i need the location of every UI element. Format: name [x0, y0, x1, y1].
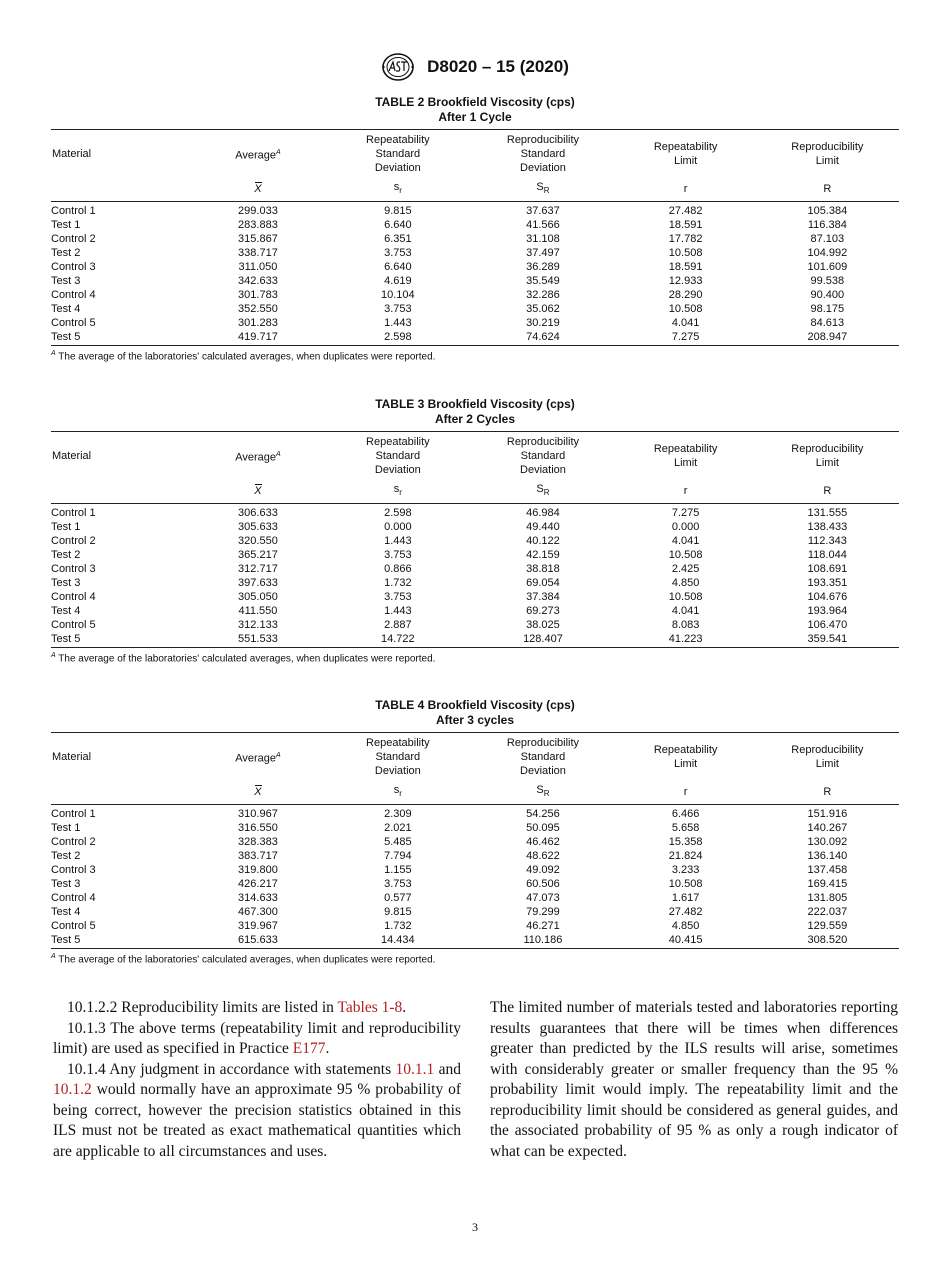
paragraph-10-1-2-2: 10.1.2.2 Reproducibility limits are listed in Tables 1-8. — [67, 999, 407, 1016]
value-cell: 131.805 — [807, 892, 848, 905]
value-cell: 131.555 — [807, 507, 848, 520]
col-header-material: Material — [51, 432, 191, 479]
value-cell: 110.186 — [470, 933, 615, 949]
table-row — [51, 288, 899, 302]
material-cell: Control 5 — [51, 619, 96, 632]
col-header-sr: Repeatability Standard Deviation — [325, 733, 470, 780]
value-cell: 74.624 — [470, 330, 615, 346]
col-header-r: Repeatability Limit — [616, 130, 756, 177]
table-row — [51, 504, 899, 521]
symbol-r: r — [616, 779, 756, 805]
symbol-R: R — [756, 176, 899, 202]
value-cell: 17.782 — [668, 233, 703, 246]
col-header-sr: Repeatability Standard Deviation — [325, 130, 470, 177]
col-header-r: Repeatability Limit — [616, 432, 756, 479]
value-cell: 112.343 — [807, 535, 847, 548]
table-row — [51, 877, 899, 891]
value-cell: 319.967 — [238, 920, 278, 933]
value-cell: 27.482 — [668, 906, 703, 919]
table-row — [51, 534, 899, 548]
symbol-sr: $s_r$ — [325, 779, 470, 805]
value-cell: 101.609 — [807, 261, 848, 274]
material-cell: Test 5 — [51, 632, 191, 648]
value-cell: 1.443 — [384, 605, 412, 618]
value-cell: 359.541 — [756, 632, 899, 648]
table-subtitle: After 2 Cycles — [434, 412, 516, 426]
col-header-sR: Reproducibility Standard Deviation — [470, 432, 615, 479]
col-header-average: Average$^A$ — [191, 733, 326, 780]
page-header — [0, 52, 950, 82]
material-cell: Control 2 — [51, 535, 96, 548]
value-cell: 7.794 — [384, 850, 412, 863]
value-cell: 2.021 — [384, 822, 412, 835]
value-cell: 4.041 — [671, 605, 700, 618]
symbol-xbar: X — [191, 478, 326, 504]
value-cell: 136.140 — [807, 850, 848, 863]
symbol-R: R — [756, 478, 899, 504]
value-cell: 38.025 — [526, 619, 560, 632]
value-cell: 2.309 — [384, 808, 412, 821]
symbol-sr: $s_r$ — [325, 478, 470, 504]
material-cell: Control 3 — [51, 864, 96, 877]
value-cell: 98.175 — [810, 303, 845, 316]
data-table — [51, 431, 899, 648]
value-cell: 79.299 — [526, 906, 560, 919]
value-cell: 299.033 — [238, 205, 278, 218]
value-cell: 311.050 — [238, 261, 278, 274]
value-cell: 90.400 — [810, 289, 845, 302]
material-cell: Control 1 — [51, 808, 96, 821]
material-cell: Test 5 — [51, 933, 191, 949]
col-header-R: Reproducibility Limit — [756, 130, 899, 177]
value-cell: 38.818 — [526, 563, 560, 576]
table-title: TABLE 4 Brookfield Viscosity (cps) — [375, 698, 575, 712]
value-cell: 2.598 — [384, 507, 412, 520]
value-cell: 193.351 — [807, 577, 848, 590]
value-cell: 69.054 — [526, 577, 560, 590]
table-row — [51, 835, 899, 849]
document-id: D8020 – 15 (2020) — [427, 57, 569, 76]
material-cell: Control 4 — [51, 892, 96, 905]
value-cell: 46.984 — [526, 507, 560, 520]
material-cell: Test 1 — [51, 521, 81, 534]
col-header-sr: Repeatability Standard Deviation — [325, 432, 470, 479]
value-cell: 32.286 — [526, 289, 560, 302]
value-cell: 87.103 — [810, 233, 845, 246]
value-cell: 319.800 — [238, 864, 278, 877]
value-cell: 310.967 — [238, 808, 278, 821]
value-cell: 1.617 — [671, 892, 700, 905]
link-10-1-1[interactable]: 10.1.1 — [395, 1060, 435, 1078]
value-cell: 383.717 — [238, 850, 278, 863]
table-row — [51, 218, 899, 232]
table-row — [51, 576, 899, 590]
value-cell: 84.613 — [810, 317, 845, 330]
table-body — [51, 202, 899, 346]
col-header-average: Average$^A$ — [191, 432, 326, 479]
astm-logo-icon — [381, 52, 415, 82]
value-cell: 397.633 — [238, 577, 278, 590]
material-cell: Control 1 — [51, 507, 96, 520]
value-cell: 305.050 — [238, 591, 278, 604]
table-row — [51, 805, 899, 822]
value-cell: 306.633 — [238, 507, 278, 520]
value-cell: 99.538 — [810, 275, 845, 288]
table-row — [51, 246, 899, 260]
value-cell: 169.415 — [807, 878, 848, 891]
col-header-material: Material — [51, 733, 191, 780]
table-row — [51, 590, 899, 604]
value-cell: 2.598 — [325, 330, 470, 346]
value-cell: 1.732 — [384, 920, 412, 933]
material-cell: Test 4 — [51, 605, 81, 618]
value-cell: 46.462 — [526, 836, 560, 849]
value-cell: 193.964 — [807, 605, 848, 618]
value-cell: 2.425 — [671, 563, 700, 576]
value-cell: 2.887 — [384, 619, 412, 632]
value-cell: 18.591 — [668, 219, 703, 232]
value-cell: 6.640 — [384, 261, 412, 274]
value-cell: 49.440 — [526, 521, 560, 534]
value-cell: 10.508 — [668, 303, 703, 316]
value-cell: 21.824 — [668, 850, 703, 863]
value-cell: 305.633 — [238, 521, 278, 534]
material-cell: Test 2 — [51, 247, 81, 260]
table-row — [51, 618, 899, 632]
table-row — [51, 933, 899, 949]
material-cell: Test 2 — [51, 549, 81, 562]
material-cell: Control 2 — [51, 233, 96, 246]
table-row — [51, 905, 899, 919]
value-cell: 69.273 — [526, 605, 560, 618]
value-cell: 128.407 — [470, 632, 615, 648]
value-cell: 37.384 — [526, 591, 560, 604]
table-footnote: $^A$ The average of the laboratories' calculated averages, when duplicates were reported. — [51, 350, 436, 363]
value-cell: 3.753 — [384, 591, 412, 604]
link-10-1-2[interactable]: 10.1.2 — [53, 1081, 92, 1098]
value-cell: 50.095 — [526, 822, 560, 835]
table-row — [51, 316, 899, 330]
table-body — [51, 805, 899, 949]
material-cell: Test 4 — [51, 303, 81, 316]
value-cell: 3.753 — [384, 303, 412, 316]
value-cell: 5.658 — [671, 822, 700, 835]
value-cell: 130.092 — [807, 836, 848, 849]
value-cell: 10.508 — [668, 549, 703, 562]
value-cell: 1.443 — [384, 317, 412, 330]
value-cell: 308.520 — [756, 933, 899, 949]
value-cell: 328.383 — [238, 836, 278, 849]
value-cell: 551.533 — [191, 632, 326, 648]
material-cell: Control 2 — [51, 836, 96, 849]
material-cell: Test 1 — [51, 822, 81, 835]
value-cell: 49.092 — [526, 864, 560, 877]
material-cell: Control 4 — [51, 591, 96, 604]
value-cell: 10.508 — [668, 878, 703, 891]
value-cell: 104.992 — [807, 247, 848, 260]
table-row — [51, 520, 899, 534]
symbol-sR: $S_R$ — [470, 176, 615, 202]
value-cell: 283.883 — [238, 219, 278, 232]
link-tables-1-8[interactable]: Tables 1-8 — [337, 999, 403, 1016]
value-cell: 10.508 — [668, 591, 703, 604]
material-cell: Control 5 — [51, 920, 96, 933]
paragraph-10-1-3: 10.1.3 The above terms (repeatability limit and reproducibility limit) are used as specified in Practice E177. — [53, 1019, 461, 1057]
value-cell: 3.753 — [384, 878, 412, 891]
symbol-sR: $S_R$ — [470, 478, 615, 504]
page-number: 3 — [472, 1220, 478, 1234]
value-cell: 0.577 — [384, 892, 412, 905]
material-cell: Test 1 — [51, 219, 81, 232]
table-footnote: $^A$ The average of the laboratories' calculated averages, when duplicates were reported. — [51, 953, 436, 966]
table-block-2 — [51, 95, 899, 363]
value-cell: 365.217 — [238, 549, 278, 562]
symbol-r: r — [616, 478, 756, 504]
value-cell: 6.466 — [671, 808, 700, 821]
value-cell: 4.041 — [671, 317, 700, 330]
value-cell: 37.637 — [526, 205, 560, 218]
material-cell: Test 3 — [51, 577, 81, 590]
table-row — [51, 232, 899, 246]
col-header-material: Material — [51, 130, 191, 177]
value-cell: 4.041 — [671, 535, 700, 548]
data-table — [51, 732, 899, 949]
value-cell: 9.815 — [384, 205, 412, 218]
value-cell: 4.619 — [384, 275, 412, 288]
material-cell: Control 3 — [51, 563, 96, 576]
table-footnote: $^A$ The average of the laboratories' calculated averages, when duplicates were reported. — [51, 652, 436, 665]
col-header-sR: Reproducibility Standard Deviation — [470, 130, 615, 177]
material-cell: Control 1 — [51, 205, 96, 218]
symbol-r: r — [616, 176, 756, 202]
material-cell: Control 5 — [51, 317, 96, 330]
table-subtitle: After 3 cycles — [435, 713, 515, 727]
value-cell: 4.850 — [671, 577, 700, 590]
table-row — [51, 891, 899, 905]
value-cell: 14.434 — [325, 933, 470, 949]
value-cell: 40.122 — [526, 535, 560, 548]
paragraph-10-1-4: 10.1.4 Any judgment in accordance with statements 10.1.1 and 10.1.2 would normally have an approximate 95 % probability of being correct, however the precision statistics obtained in this ILS must not be treated as exact mathematical quantities which are applicable to all circumstances and uses. — [53, 1060, 461, 1160]
value-cell: 104.676 — [807, 591, 848, 604]
table-body — [51, 504, 899, 648]
value-cell: 338.717 — [238, 247, 278, 260]
value-cell: 108.691 — [807, 563, 848, 576]
table-block-3 — [51, 397, 899, 665]
value-cell: 18.591 — [668, 261, 703, 274]
value-cell: 41.223 — [616, 632, 756, 648]
value-cell: 46.271 — [526, 920, 560, 933]
symbol-sR: $S_R$ — [470, 779, 615, 805]
value-cell: 138.433 — [807, 521, 848, 534]
value-cell: 9.815 — [384, 906, 412, 919]
value-cell: 15.358 — [668, 836, 703, 849]
value-cell: 6.351 — [384, 233, 412, 246]
value-cell: 4.850 — [671, 920, 700, 933]
value-cell: 140.267 — [807, 822, 848, 835]
value-cell: 116.384 — [807, 219, 847, 232]
value-cell: 315.867 — [238, 233, 278, 246]
table-row — [51, 330, 899, 346]
value-cell: 3.753 — [384, 247, 412, 260]
value-cell: 301.283 — [238, 317, 278, 330]
paragraph-continued: The limited number of materials tested and laboratories reporting results guarantees that there will be times when differences greater than predicted by the ILS results will arise, sometimes with considerably greater or smaller frequency than the 95 % probability limit would imply. The repeatability limit and the reproducibility limit should be considered as general guides, and the associated probability of 95 % as only a rough indicator of what can be expected. — [490, 999, 898, 1160]
material-cell: Test 3 — [51, 275, 81, 288]
value-cell: 0.000 — [384, 521, 412, 534]
value-cell: 151.916 — [807, 808, 848, 821]
value-cell: 301.783 — [238, 289, 278, 302]
body-column-left — [53, 998, 461, 1162]
value-cell: 118.044 — [807, 549, 847, 562]
value-cell: 1.155 — [384, 864, 412, 877]
value-cell: 12.933 — [668, 275, 703, 288]
value-cell: 467.300 — [238, 906, 278, 919]
symbol-xbar: X — [191, 779, 326, 805]
table-row — [51, 302, 899, 316]
value-cell: 8.083 — [671, 619, 700, 632]
material-cell: Test 2 — [51, 850, 81, 863]
value-cell: 314.633 — [238, 892, 278, 905]
value-cell: 208.947 — [756, 330, 899, 346]
table-row — [51, 821, 899, 835]
value-cell: 1.732 — [384, 577, 412, 590]
value-cell: 10.104 — [381, 289, 415, 302]
table-row — [51, 919, 899, 933]
value-cell: 31.108 — [526, 233, 560, 246]
value-cell: 7.275 — [671, 507, 700, 520]
material-cell: Test 5 — [51, 330, 191, 346]
table-title: TABLE 3 Brookfield Viscosity (cps) — [375, 397, 575, 411]
col-header-average: Average$^A$ — [191, 130, 326, 177]
material-cell: Control 3 — [51, 261, 96, 274]
value-cell: 6.640 — [384, 219, 412, 232]
symbol-sr: $s_r$ — [325, 176, 470, 202]
value-cell: 419.717 — [191, 330, 326, 346]
value-cell: 106.470 — [807, 619, 848, 632]
body-column-right — [490, 998, 898, 1162]
value-cell: 7.275 — [616, 330, 756, 346]
col-header-R: Reproducibility Limit — [756, 432, 899, 479]
value-cell: 105.384 — [807, 205, 848, 218]
value-cell: 35.062 — [526, 303, 560, 316]
table-row — [51, 863, 899, 877]
value-cell: 5.485 — [384, 836, 412, 849]
value-cell: 3.233 — [671, 864, 700, 877]
value-cell: 312.717 — [238, 563, 278, 576]
value-cell: 411.550 — [238, 605, 278, 618]
value-cell: 10.508 — [668, 247, 703, 260]
material-cell: Control 4 — [51, 289, 96, 302]
value-cell: 0.866 — [384, 563, 412, 576]
table-title: TABLE 2 Brookfield Viscosity (cps) — [375, 95, 575, 109]
value-cell: 352.550 — [238, 303, 278, 316]
material-cell: Test 3 — [51, 878, 81, 891]
value-cell: 320.550 — [238, 535, 278, 548]
material-cell: Test 4 — [51, 906, 81, 919]
symbol-xbar: X — [191, 176, 326, 202]
col-header-r: Repeatability Limit — [616, 733, 756, 780]
value-cell: 615.633 — [191, 933, 326, 949]
value-cell: 426.217 — [238, 878, 278, 891]
value-cell: 30.219 — [526, 317, 560, 330]
value-cell: 137.458 — [807, 864, 848, 877]
value-cell: 41.566 — [526, 219, 560, 232]
symbol-R: R — [756, 779, 899, 805]
value-cell: 312.133 — [238, 619, 278, 632]
value-cell: 0.000 — [671, 521, 700, 534]
value-cell: 14.722 — [325, 632, 470, 648]
value-cell: 54.256 — [526, 808, 560, 821]
value-cell: 42.159 — [526, 549, 560, 562]
value-cell: 37.497 — [526, 247, 560, 260]
value-cell: 129.559 — [807, 920, 848, 933]
table-row — [51, 274, 899, 288]
value-cell: 35.549 — [526, 275, 560, 288]
value-cell: 28.290 — [668, 289, 703, 302]
value-cell: 47.073 — [526, 892, 560, 905]
table-row — [51, 202, 899, 219]
value-cell: 1.443 — [384, 535, 412, 548]
data-table — [51, 129, 899, 346]
table-row — [51, 260, 899, 274]
value-cell: 3.753 — [384, 549, 412, 562]
value-cell: 36.289 — [526, 261, 560, 274]
col-header-R: Reproducibility Limit — [756, 733, 899, 780]
table-row — [51, 632, 899, 648]
table-row — [51, 548, 899, 562]
table-block-4 — [51, 698, 899, 966]
table-row — [51, 604, 899, 618]
value-cell: 27.482 — [668, 205, 703, 218]
table-subtitle: After 1 Cycle — [438, 110, 512, 124]
value-cell: 342.633 — [238, 275, 278, 288]
value-cell: 60.506 — [526, 878, 560, 891]
table-row — [51, 562, 899, 576]
link-e177[interactable]: E177 — [292, 1040, 326, 1057]
col-header-sR: Reproducibility Standard Deviation — [470, 733, 615, 780]
value-cell: 48.622 — [526, 850, 560, 863]
value-cell: 40.415 — [616, 933, 756, 949]
table-row — [51, 849, 899, 863]
value-cell: 222.037 — [807, 906, 848, 919]
value-cell: 316.550 — [238, 822, 278, 835]
